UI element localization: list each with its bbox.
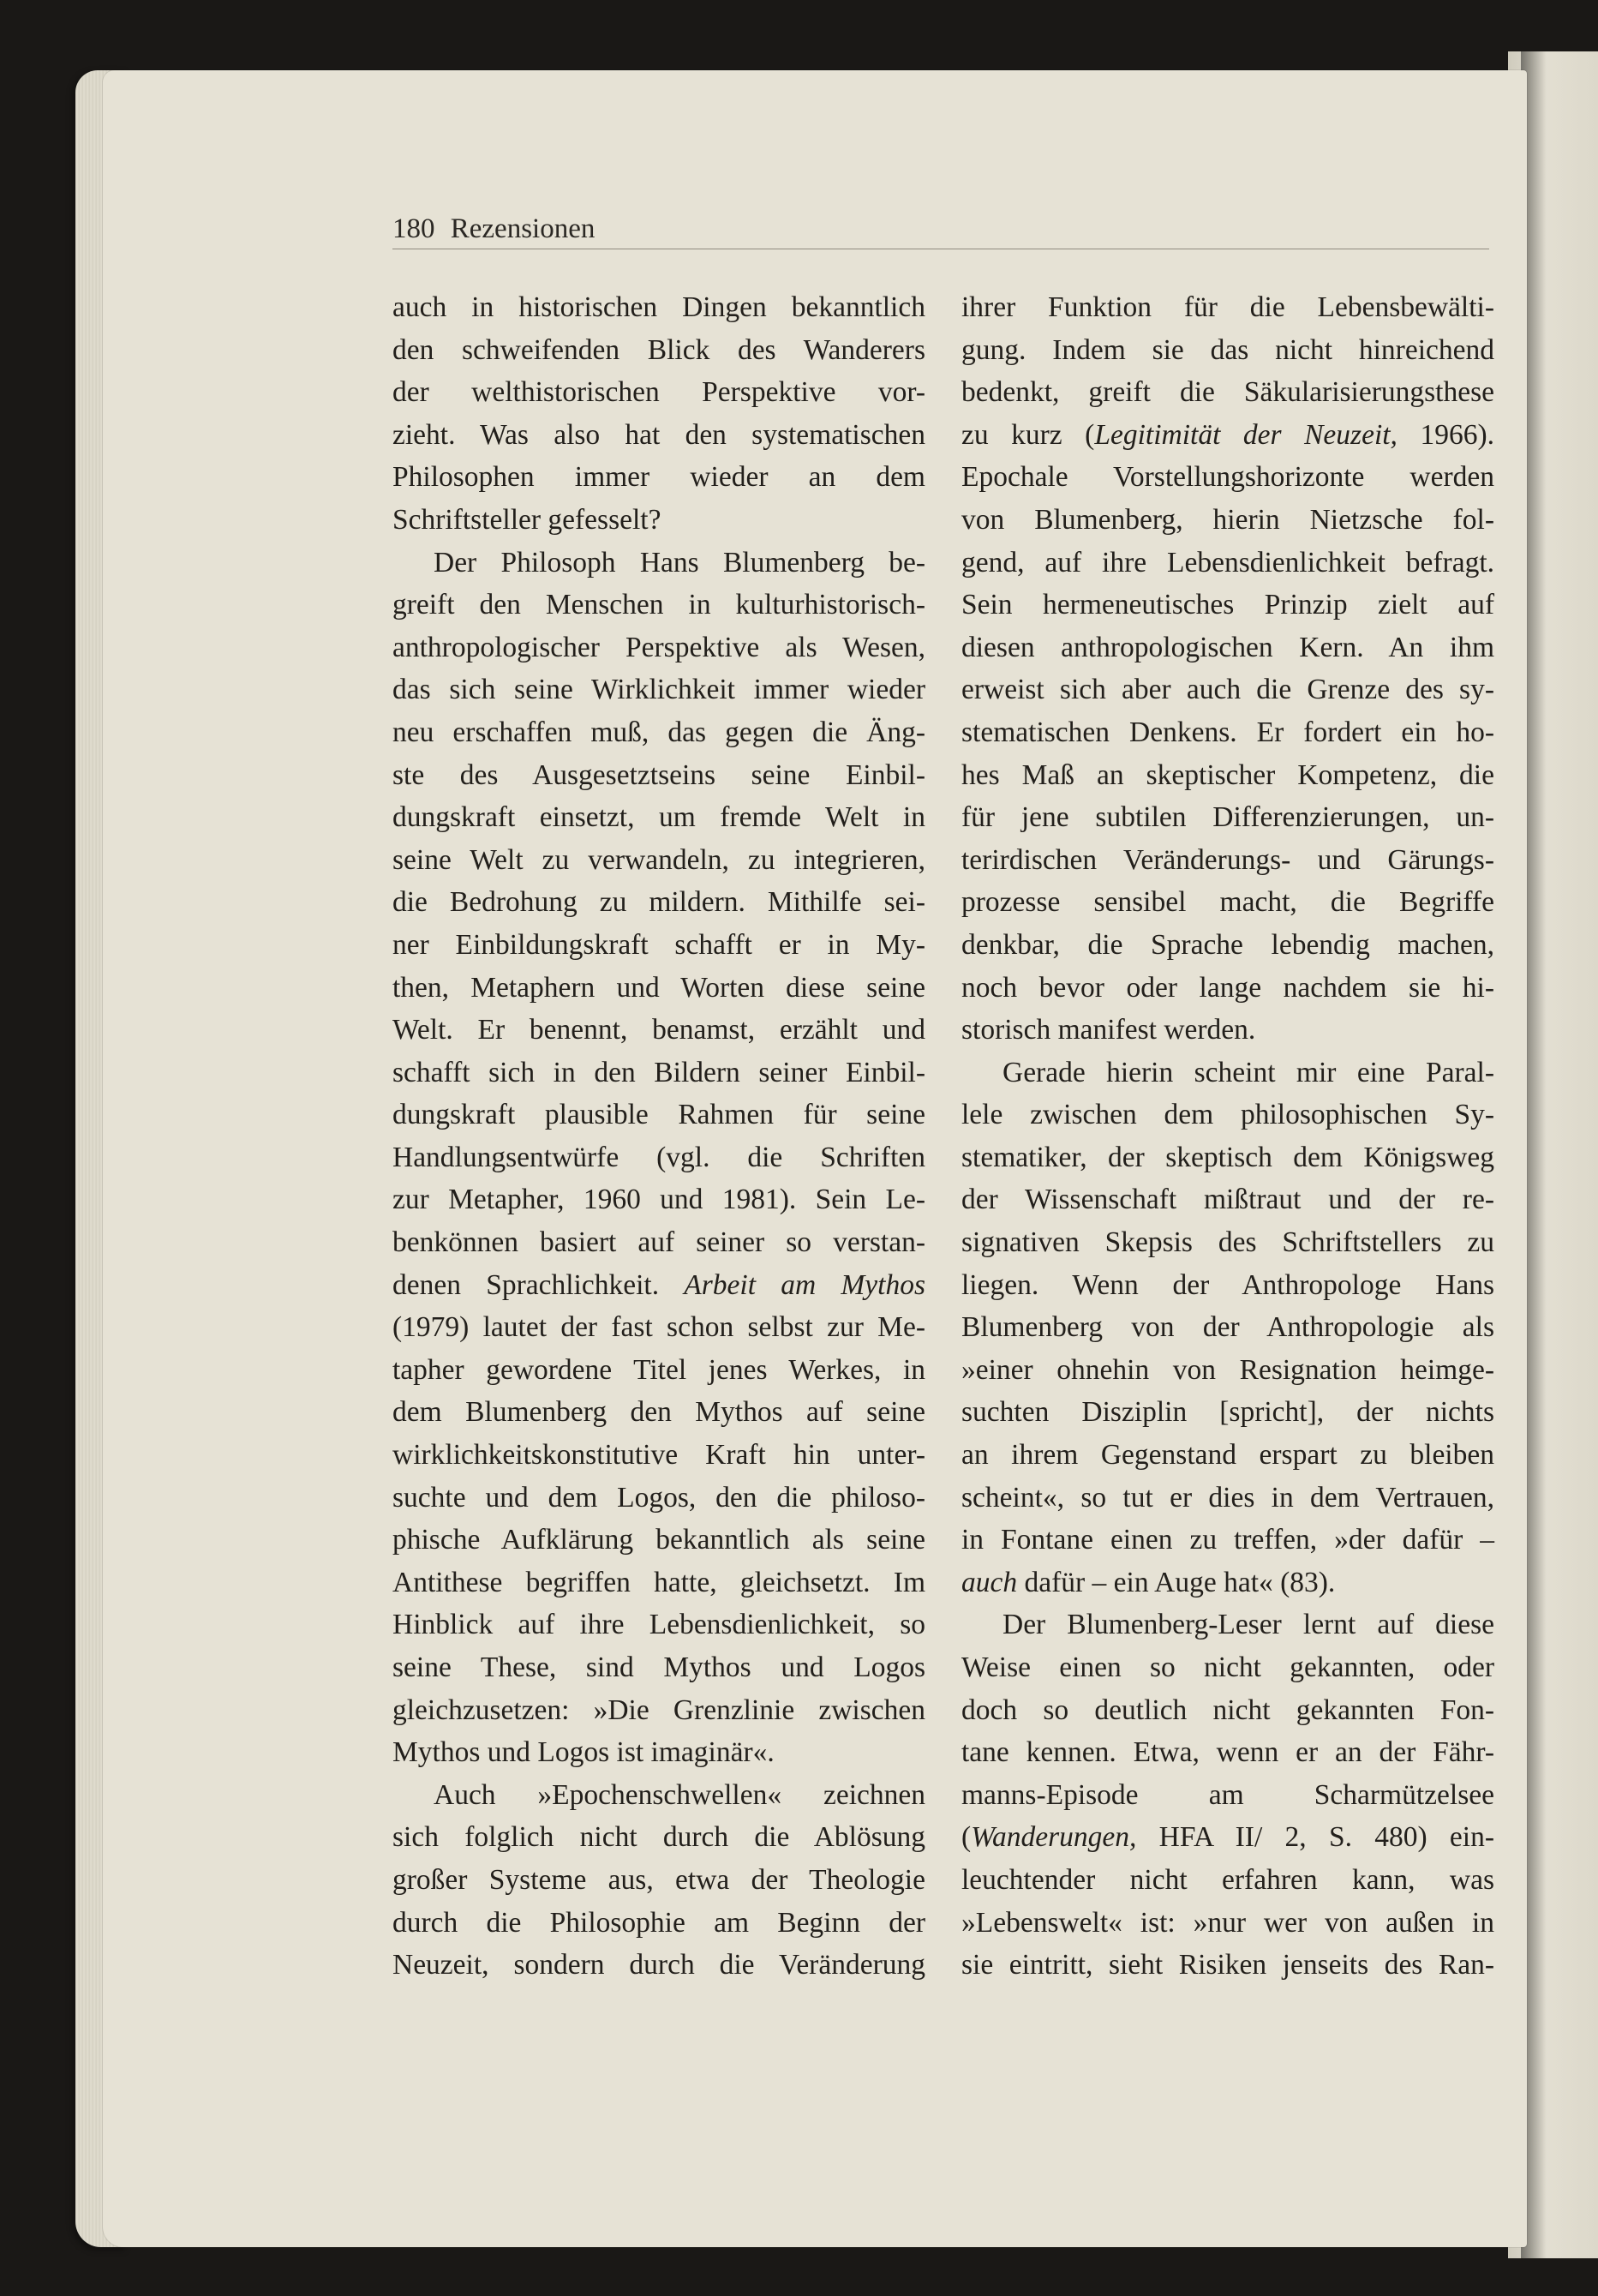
- line-text: ste des Ausgesetztseins seine Einbil-: [392, 758, 925, 791]
- line-text: anthropologischer Perspektive als Wesen,: [392, 631, 925, 663]
- text-line: [961, 924, 1494, 967]
- line-text: seine These, sind Mythos und Logos: [392, 1652, 925, 1683]
- text-line: [392, 1221, 925, 1264]
- text-line: [392, 967, 925, 1010]
- text-line: [961, 626, 1494, 669]
- line-text: Neuzeit, sondern durch die Veränderung: [392, 1949, 925, 1981]
- text-line: [961, 371, 1494, 414]
- text-line: [392, 1306, 925, 1349]
- text-line: [961, 1349, 1494, 1392]
- line-text: denkbar, die Sprache lebendig machen,: [961, 928, 1494, 961]
- text-line: [392, 1264, 925, 1307]
- line-text: stematiker, der skeptisch dem Königsweg: [961, 1141, 1494, 1173]
- text-line: [961, 499, 1494, 542]
- line-text: an ihrem Gegenstand erspart zu bleiben: [961, 1439, 1494, 1472]
- text-line: [392, 329, 925, 372]
- left-text-column: [392, 286, 925, 1987]
- line-text: der welthistorischen Perspektive vor-: [392, 376, 925, 409]
- line-text: dungskraft plausible Rahmen für seine: [392, 1099, 925, 1131]
- line-text: greift den Menschen in kulturhistorisch-: [392, 589, 925, 621]
- line-text: großer Systeme aus, etwa der Theologie: [392, 1863, 925, 1896]
- line-text: auch in historischen Dingen bekanntlich: [392, 291, 925, 323]
- text-line: [961, 1689, 1494, 1732]
- italic-title: Legitimität der Neuzeit,: [1094, 418, 1398, 451]
- line-text: erweist sich aber auch die Grenze des sy-: [961, 674, 1494, 706]
- line-text: zu kurz (: [961, 418, 1095, 451]
- section-title: Rezensionen: [450, 213, 596, 244]
- text-line: [961, 1562, 1494, 1604]
- line-text: tane kennen. Etwa, wenn er an der Fähr-: [961, 1736, 1494, 1769]
- text-line: [392, 584, 925, 626]
- line-text: der Wissenschaft mißtraut und der re-: [961, 1184, 1494, 1216]
- line-text: Gerade hierin scheint mir eine Paral-: [1002, 1056, 1494, 1088]
- line-text: wirklichkeitskonstitutive Kraft hin unter-: [392, 1439, 925, 1472]
- line-text: gleichzusetzen: »Die Grenzlinie zwischen: [392, 1694, 925, 1726]
- text-line: [392, 286, 925, 329]
- line-text: bedenkt, greift die Säkularisierungsthese: [961, 376, 1494, 409]
- line-text: Antithese begriffen hatte, gleichsetzt. Im: [392, 1566, 925, 1598]
- text-line: [961, 668, 1494, 711]
- text-line: [392, 1052, 925, 1094]
- text-line: [392, 414, 925, 457]
- line-text: storisch manifest werden.: [961, 1014, 1256, 1046]
- line-text: scheint«, so tut er dies in dem Vertrauen,: [961, 1481, 1494, 1514]
- line-text: Schriftsteller gefesselt?: [392, 503, 661, 536]
- text-line: [961, 1009, 1494, 1052]
- line-text: then, Metaphern und Worten diese seine: [392, 971, 925, 1004]
- text-line: [392, 1136, 925, 1179]
- line-text: Weise einen so nicht gekannten, oder: [961, 1652, 1494, 1683]
- line-text: für jene subtilen Differenzierungen, un-: [961, 801, 1494, 834]
- line-text: von Blumenberg, hierin Nietzsche fol-: [961, 503, 1494, 536]
- text-line: [392, 924, 925, 967]
- text-line: [392, 371, 925, 414]
- text-line: [392, 542, 925, 584]
- line-text: signativen Skepsis des Schriftstellers zu: [961, 1226, 1494, 1259]
- text-line: [961, 1774, 1494, 1817]
- line-text: das sich seine Wirklichkeit immer wieder: [392, 674, 925, 706]
- line-text: Auch »Epochenschwellen« zeichnen: [434, 1778, 925, 1811]
- text-line: [961, 1944, 1494, 1987]
- line-text: benkönnen basiert auf seiner so verstan-: [392, 1226, 925, 1259]
- text-line: [392, 1477, 925, 1520]
- text-line: [961, 414, 1494, 457]
- text-line: [392, 1689, 925, 1732]
- line-text: schafft sich in den Bildern seiner Einbil-: [392, 1056, 925, 1088]
- line-text: stematischen Denkens. Er fordert ein ho-: [961, 716, 1494, 748]
- text-line: [961, 796, 1494, 839]
- line-text: hes Maß an skeptischer Kompetenz, die: [961, 758, 1494, 791]
- line-text: durch die Philosophie am Beginn der: [392, 1906, 925, 1939]
- text-line: [961, 1391, 1494, 1434]
- text-line: [392, 1816, 925, 1859]
- line-text: leuchtender nicht erfahren kann, was: [961, 1863, 1494, 1896]
- line-text: ner Einbildungskraft schafft er in My-: [392, 928, 925, 961]
- line-text: tapher gewordene Titel jenes Werkes, in: [392, 1353, 925, 1386]
- text-line: [392, 1519, 925, 1562]
- line-text: suchten Disziplin [spricht], der nichts: [961, 1396, 1494, 1429]
- text-line: [961, 1902, 1494, 1945]
- line-text: in Fontane einen zu treffen, »der dafür –: [961, 1524, 1494, 1556]
- right-text-column: [961, 286, 1494, 1987]
- line-text: suchte und dem Logos, den die philoso-: [392, 1481, 925, 1514]
- line-text: den schweifenden Blick des Wanderers: [392, 333, 925, 366]
- text-line: [392, 456, 925, 499]
- line-text: denen Sprachlichkeit.: [392, 1268, 660, 1301]
- text-line: [961, 1178, 1494, 1221]
- text-line: [392, 796, 925, 839]
- text-line: [392, 1391, 925, 1434]
- text-line: [392, 754, 925, 797]
- text-line: [392, 1604, 925, 1646]
- text-line: [392, 881, 925, 924]
- running-header: [392, 209, 1489, 249]
- text-line: [961, 1646, 1494, 1689]
- line-text: Mythos und Logos ist imaginär«.: [392, 1736, 775, 1769]
- line-text: manns-Episode am Scharmützelsee: [961, 1778, 1494, 1811]
- line-text: die Bedrohung zu mildern. Mithilfe sei-: [392, 886, 925, 919]
- text-line: [392, 668, 925, 711]
- line-text: Hinblick auf ihre Lebensdienlichkeit, so: [392, 1609, 925, 1641]
- text-line: [392, 1774, 925, 1817]
- text-line: [392, 711, 925, 754]
- text-line: [961, 967, 1494, 1010]
- text-line: [392, 1349, 925, 1392]
- text-line: [392, 1646, 925, 1689]
- line-text: »einer ohnehin von Resignation heimge-: [961, 1353, 1494, 1386]
- text-line: [961, 286, 1494, 329]
- text-line: [392, 1094, 925, 1136]
- line-text: seine Welt zu verwandeln, zu integrieren,: [392, 843, 925, 876]
- text-line: [961, 1052, 1494, 1094]
- italic-title: Arbeit am Mythos: [684, 1268, 926, 1301]
- text-line: [961, 456, 1494, 499]
- line-text: sich folglich nicht durch die Ablösung: [392, 1821, 925, 1854]
- text-line: [392, 1178, 925, 1221]
- text-line: [392, 626, 925, 669]
- line-text: noch bevor oder lange nachdem sie hi-: [961, 971, 1494, 1004]
- line-text: Epochale Vorstellungshorizonte werden: [961, 461, 1494, 494]
- line-text: (1979) lautet der fast schon selbst zur Me-: [392, 1311, 925, 1344]
- line-text: lele zwischen dem philosophischen Sy-: [961, 1099, 1494, 1131]
- line-text: sie eintritt, sieht Risiken jenseits des Ran-: [961, 1949, 1494, 1981]
- text-line: [961, 1477, 1494, 1520]
- line-text: liegen. Wenn der Anthropologe Hans: [961, 1268, 1494, 1301]
- text-line: [961, 584, 1494, 626]
- line-text: Sein hermeneutisches Prinzip zielt auf: [961, 589, 1494, 621]
- line-text: (: [961, 1821, 972, 1854]
- line-text: Philosophen immer wieder an dem: [392, 461, 925, 494]
- text-line: [392, 1859, 925, 1902]
- text-line: [961, 1221, 1494, 1264]
- text-line: [961, 1094, 1494, 1136]
- text-line: [961, 1859, 1494, 1902]
- line-text: terirdischen Veränderungs- und Gärungs-: [961, 843, 1494, 876]
- line-text: Blumenberg von der Anthropologie als: [961, 1311, 1494, 1344]
- text-line: [392, 1731, 925, 1774]
- text-line: [392, 1562, 925, 1604]
- text-line: [392, 499, 925, 542]
- text-line: [961, 329, 1494, 372]
- line-text: HFA II/ 2, S. 480) ein-: [1136, 1821, 1494, 1854]
- text-line: [961, 711, 1494, 754]
- line-text: Der Philosoph Hans Blumenberg be-: [434, 546, 925, 578]
- line-text: ihrer Funktion für die Lebensbewälti-: [961, 291, 1494, 323]
- line-text: doch so deutlich nicht gekannten Fon-: [961, 1694, 1494, 1726]
- italic-title: auch: [961, 1566, 1018, 1598]
- italic-title: Wanderungen,: [971, 1821, 1137, 1854]
- line-text: neu erschaffen muß, das gegen die Äng-: [392, 716, 925, 748]
- page-number: 180: [392, 213, 435, 244]
- line-text: dungskraft einsetzt, um fremde Welt in: [392, 801, 925, 834]
- line-text: Der Blumenberg-Leser lernt auf diese: [1002, 1609, 1494, 1641]
- line-text: »Lebenswelt« ist: »nur wer von außen in: [961, 1906, 1494, 1939]
- text-line: [961, 1731, 1494, 1774]
- text-line: [392, 839, 925, 882]
- line-text: dafür – ein Auge hat« (83).: [1017, 1566, 1336, 1598]
- text-line: [961, 1264, 1494, 1307]
- text-line: [392, 1009, 925, 1052]
- line-text: dem Blumenberg den Mythos auf seine: [392, 1396, 925, 1429]
- line-text: prozesse sensibel macht, die Begriffe: [961, 886, 1494, 919]
- line-text: gend, auf ihre Lebensdienlichkeit befragt.: [961, 546, 1494, 578]
- line-text: gung. Indem sie das nicht hinreichend: [961, 333, 1494, 366]
- text-line: [961, 1519, 1494, 1562]
- text-line: [392, 1902, 925, 1945]
- line-text: 1966).: [1397, 418, 1494, 451]
- text-line: [961, 1816, 1494, 1859]
- text-line: [961, 1434, 1494, 1477]
- line-text: zur Metapher, 1960 und 1981). Sein Le-: [392, 1184, 925, 1216]
- line-text: Handlungsentwürfe (vgl. die Schriften: [392, 1141, 925, 1173]
- text-line: [961, 1136, 1494, 1179]
- text-line: [961, 839, 1494, 882]
- line-text: phische Aufklärung bekanntlich als seine: [392, 1524, 925, 1556]
- line-text: Welt. Er benennt, benamst, erzählt und: [392, 1014, 925, 1046]
- text-line: [961, 1604, 1494, 1646]
- text-line: [392, 1944, 925, 1987]
- line-text: diesen anthropologischen Kern. An ihm: [961, 631, 1494, 663]
- text-line: [392, 1434, 925, 1477]
- text-line: [961, 754, 1494, 797]
- text-line: [961, 881, 1494, 924]
- text-line: [961, 1306, 1494, 1349]
- text-line: [961, 542, 1494, 584]
- line-text: zieht. Was also hat den systematischen: [392, 418, 925, 451]
